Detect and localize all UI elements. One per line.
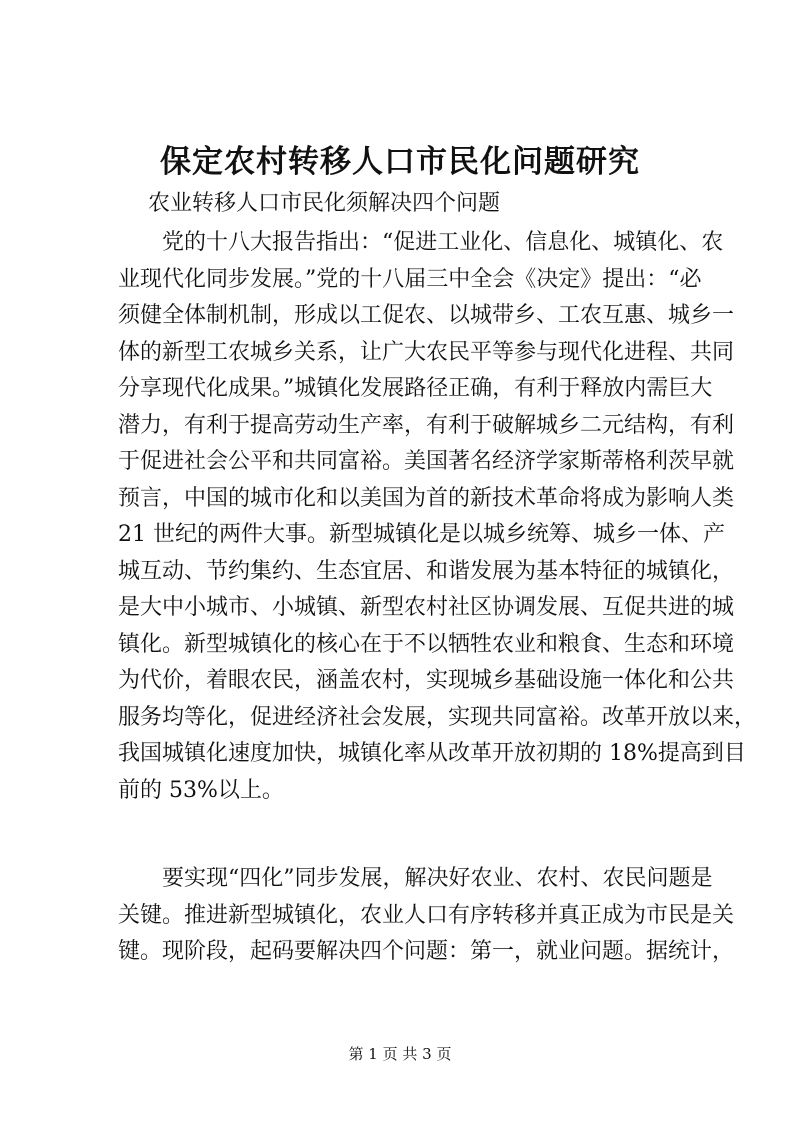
paragraph-line: 我国城镇化速度加快，城镇化率从改革开放初期的 18%提高到目	[118, 741, 746, 766]
paragraph-line: 党的十八大报告指出：“促进工业化、信息化、城镇化、农	[118, 230, 724, 255]
paragraph-line: 城互动、节约集约、生态宜居、和谐发展为基本特征的城镇化，	[118, 558, 735, 584]
paragraph-line: 关键。推进新型城镇化，农业人口有序转移并真正成为市民是关	[118, 902, 735, 928]
paragraph-line: 要实现“四化”同步发展，解决好农业、农村、农民问题是	[118, 866, 713, 891]
document-title: 保定农村转移人口市民化问题研究	[160, 144, 640, 180]
page-number-footer: 第 1 页 共 3 页	[348, 1045, 452, 1063]
paragraph-line: 须健全体制机制，形成以工促农、以城带乡、工农互惠、城乡一	[118, 303, 735, 328]
document-subtitle: 农业转移人口市民化须解决四个问题	[148, 191, 501, 216]
paragraph-line: 服务均等化，促进经济社会发展，实现共同富裕。改革开放以来，	[118, 704, 757, 730]
paragraph-2	[118, 861, 735, 971]
paragraph-line: 是大中小城市、小城镇、新型农村社区协调发展、互促共进的城	[118, 595, 735, 620]
paragraph-line: 业现代化同步发展。”党的十八届三中全会《决定》提出：“必	[118, 266, 702, 292]
paragraph-line: 镇化。新型城镇化的核心在于不以牺牲农业和粮食、生态和环境	[118, 631, 735, 657]
paragraph-line: 键。现阶段，起码要解决四个问题：第一，就业问题。据统计，	[118, 939, 735, 964]
paragraph-1	[118, 225, 757, 809]
paragraph-line: 21 世纪的两件大事。新型城镇化是以城乡统筹、城乡一体、产	[118, 522, 725, 547]
paragraph-line: 为代价，着眼农民，涵盖农村，实现城乡基础设施一体化和公共	[118, 668, 735, 693]
paragraph-line: 预言，中国的城市化和以美国为首的新技术革命将成为影响人类	[118, 485, 735, 511]
paragraph-line: 前的 53%以上。	[118, 777, 284, 803]
paragraph-line: 分享现代化成果。”城镇化发展路径正确，有利于释放内需巨大	[118, 376, 713, 401]
paragraph-line: 于促进社会公平和共同富裕。美国著名经济学家斯蒂格利茨早就	[118, 449, 735, 474]
paragraph-line: 体的新型工农城乡关系，让广大农民平等参与现代化进程、共同	[118, 339, 735, 365]
paragraph-line: 潜力，有利于提高劳动生产率，有利于破解城乡二元结构，有利	[118, 412, 735, 438]
